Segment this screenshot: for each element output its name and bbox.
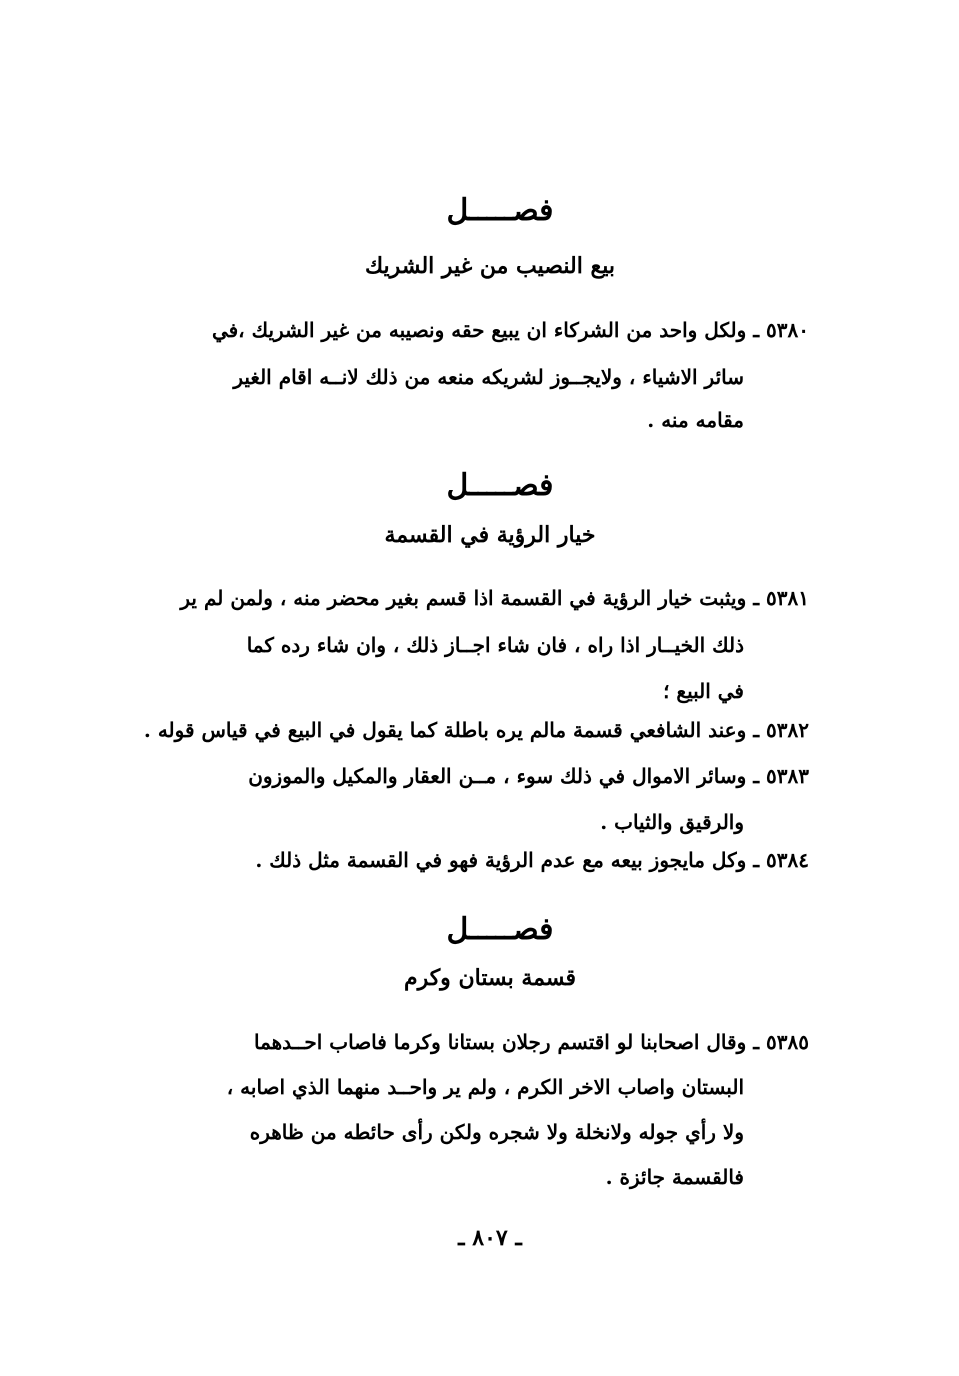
paragraph-line: ذلك الخيــار اذا راه ، فان شاء اجــاز ذلك ، وان شاء رده كما xyxy=(246,633,744,657)
paragraph-line: البستان واصاب الاخر الكرم ، ولم ير واحــد منهما الذي اصابه ، xyxy=(226,1075,744,1099)
paragraph-line: ولا رأي جوله ولانخلة ولا شجره ولكن رأى حائطه من ظاهره xyxy=(249,1120,744,1144)
paragraph-line: ٥٣٨٣ ـ وسائر الاموال في ذلك سوء ، مــن العقار والمكيل والموزون xyxy=(248,764,809,788)
paragraph-line: مقامه منه . xyxy=(647,408,744,432)
paragraph-line: ٥٣٨٤ ـ وكل مايجوز بيعه مع عدم الرؤية فهو في القسمة مثل ذلك . xyxy=(255,848,809,872)
section-title: قسمة بستان وكرم xyxy=(403,965,577,991)
section-heading: فصـــــل xyxy=(446,193,554,228)
paragraph-line: سائر الاشياء ، ولايجــوز لشريكه منعه من ذلك لانــه اقام الغير xyxy=(233,365,744,389)
page-number: ـ ٨٠٧ ـ xyxy=(458,1225,522,1251)
paragraph-line: في البيع ؛ xyxy=(663,679,744,703)
paragraph-line: ٥٣٨١ ـ ويثبت خيار الرؤية في القسمة اذا قسم بغير محضر منه ، ولمن لم ير xyxy=(180,586,809,610)
section-title: بيع النصيب من غير الشريك xyxy=(365,253,615,279)
paragraph-line: والرقيق والثياب . xyxy=(600,810,744,834)
paragraph-line: ٥٣٨٢ ـ وعند الشافعي قسمة مالم يره باطلة كما يقول في البيع في قياس قوله . xyxy=(143,718,809,742)
paragraph-line: ٥٣٨٥ ـ وقال اصحابنا لو اقتسم رجلان بستانا وكرما فاصاب احــدهما xyxy=(253,1030,809,1054)
section-heading: فصـــــل xyxy=(446,912,554,947)
paragraph-line: ٥٣٨٠ ـ ولكل واحد من الشركاء ان يبيع حقه ونصيبه من غير الشريك ،في xyxy=(211,318,809,342)
section-heading: فصـــــل xyxy=(446,468,554,503)
paragraph-line: فالقسمة جائزة . xyxy=(605,1165,744,1189)
section-title: خيار الرؤية في القسمة xyxy=(384,522,596,548)
